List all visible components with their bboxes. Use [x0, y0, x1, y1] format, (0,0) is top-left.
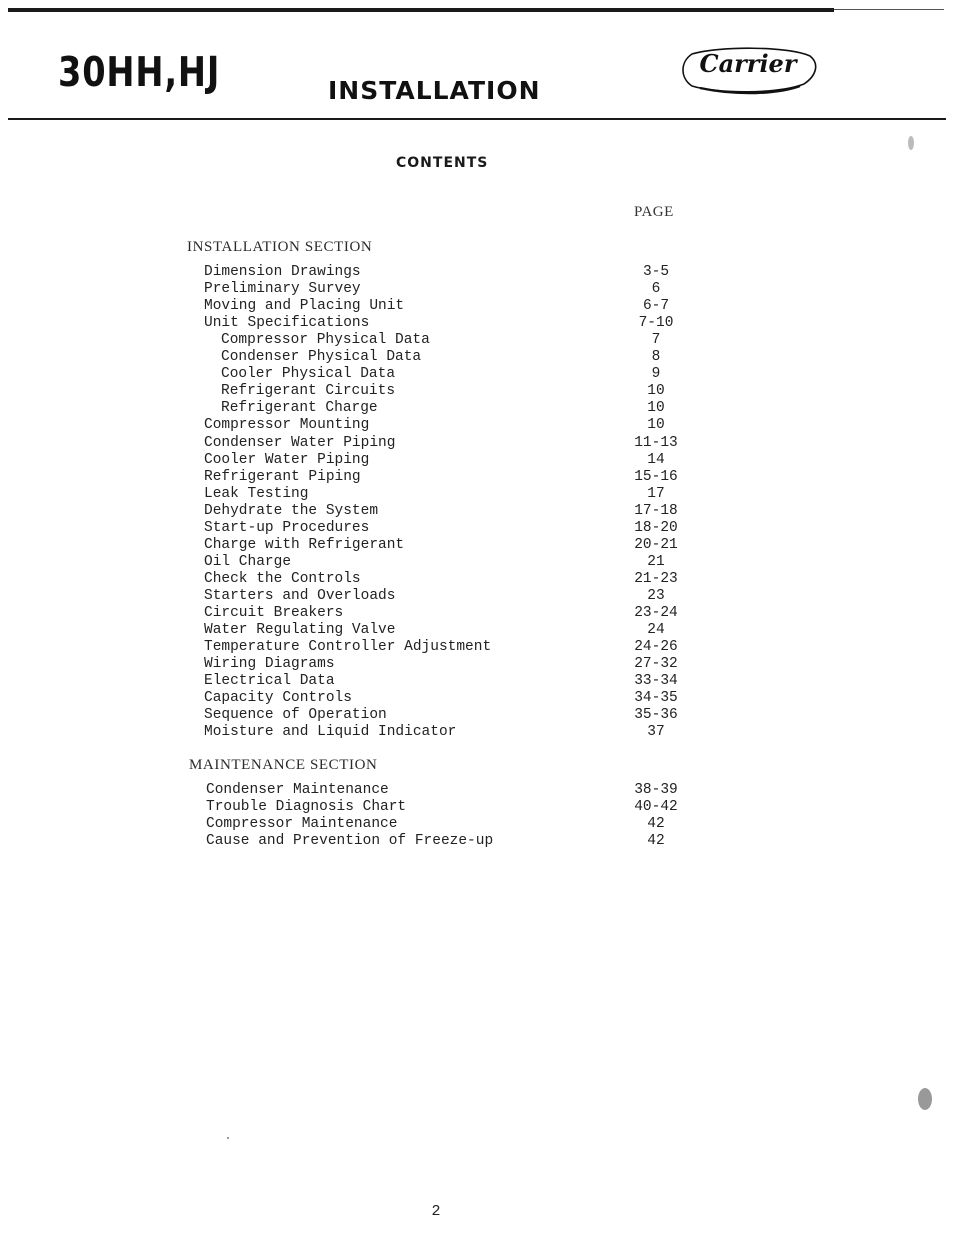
toc-entry-page: 7: [651, 332, 661, 349]
toc-entry: [0, 332, 954, 349]
toc-entry-page: 33-34: [634, 673, 678, 690]
toc-entry: [0, 417, 954, 434]
toc-entry: [0, 799, 954, 816]
toc-entry: [0, 520, 954, 537]
toc-entry-page: 3-5: [642, 264, 670, 280]
toc-entry-label: Trouble Diagnosis Chart: [206, 799, 407, 816]
toc-entry-page: 14: [647, 451, 665, 468]
toc-entry-label: Refrigerant Piping: [204, 468, 361, 485]
scan-speck: [918, 1088, 932, 1110]
toc-entry-page: 24-26: [634, 639, 678, 656]
toc-entry-label: Compressor Mounting: [204, 417, 370, 434]
toc-entry: [0, 486, 954, 503]
toc-entry: [0, 452, 954, 469]
page-number: 2: [431, 1203, 441, 1220]
toc-entry-label: Compressor Maintenance: [206, 816, 398, 833]
model-number: 30HH,HJ: [58, 48, 221, 96]
scan-speck: [227, 1137, 229, 1139]
toc-entry-page: 6-7: [642, 298, 670, 315]
toc-entry-page: 34-35: [634, 690, 678, 707]
toc-entry: [0, 782, 954, 799]
toc-entry-page: 24: [647, 622, 665, 639]
toc-entry: [0, 833, 954, 850]
toc-entry-label: Unit Specifications: [204, 315, 370, 332]
toc-entry-label: Oil Charge: [204, 553, 292, 570]
toc-entry-label: Cause and Prevention of Freeze-up: [206, 833, 494, 850]
toc-entry: [0, 707, 954, 724]
header-rule: [8, 118, 946, 120]
toc-entry-label: Preliminary Survey: [204, 281, 361, 298]
toc-entry-label: Moving and Placing Unit: [204, 298, 405, 315]
toc-entry-label: Dehydrate the System: [204, 502, 379, 519]
toc-entry: [0, 639, 954, 656]
toc-entry-label: Compressor Physical Data: [221, 332, 430, 349]
toc-entry: [0, 469, 954, 486]
toc-entry: [0, 281, 954, 298]
toc-entry-page: 17-18: [634, 502, 678, 519]
toc-entry: [0, 724, 954, 741]
toc-entry: [0, 315, 954, 332]
contents-heading: CONTENTS: [396, 155, 489, 171]
toc-entry-page: 20-21: [634, 536, 678, 553]
toc-entry-label: Condenser Water Piping: [204, 434, 396, 451]
toc-entry-label: Capacity Controls: [204, 690, 352, 707]
carrier-logo: [678, 44, 818, 96]
toc-entry-label: Electrical Data: [204, 673, 335, 690]
toc-entry: [0, 298, 954, 315]
section-title: MAINTENANCE SECTION: [189, 757, 378, 773]
toc-entry-label: Cooler Water Piping: [204, 451, 370, 468]
toc-entry-page: 11-13: [634, 434, 678, 451]
toc-entry-page: 7-10: [638, 315, 674, 332]
toc-entry-page: 21: [647, 553, 665, 570]
toc-entry: [0, 400, 954, 417]
toc-entry-page: 27-32: [634, 656, 678, 673]
carrier-logo-text: Carrier: [699, 49, 797, 78]
toc-entry: [0, 383, 954, 400]
toc-entry-label: Check the Controls: [204, 570, 361, 587]
toc-entry-page: 15-16: [634, 468, 678, 485]
toc-entry: [0, 554, 954, 571]
toc-entry-page: 38-39: [634, 782, 678, 798]
toc-entry-label: Circuit Breakers: [204, 605, 344, 621]
page-column-heading: PAGE: [634, 204, 674, 220]
toc-entry: [0, 673, 954, 690]
toc-entry-label: Cooler Physical Data: [221, 366, 396, 383]
scan-speck: [908, 136, 914, 150]
toc-entry-label: Condenser Maintenance: [206, 782, 389, 798]
toc-entry-label: Moisture and Liquid Indicator: [204, 724, 457, 741]
toc-entry: [0, 605, 954, 622]
toc-entry-label: Charge with Refrigerant: [204, 536, 405, 553]
toc-entry: [0, 588, 954, 605]
toc-entry: [0, 349, 954, 366]
toc-entry-label: Wiring Diagrams: [204, 656, 335, 673]
toc-entry: [0, 264, 954, 281]
toc-entry-label: Start-up Procedures: [204, 519, 370, 536]
toc-entry-page: 35-36: [634, 707, 678, 724]
toc-entry-page: 37: [647, 724, 665, 741]
toc-entry-page: 10: [647, 383, 665, 400]
toc-entry: [0, 537, 954, 554]
document-title: INSTALLATION: [328, 76, 541, 105]
toc-entry-label: Temperature Controller Adjustment: [204, 639, 492, 656]
toc-entry: [0, 656, 954, 673]
toc-entry: [0, 622, 954, 639]
toc-entry-page: 6: [651, 281, 661, 298]
toc-entry-label: Refrigerant Circuits: [221, 383, 396, 400]
toc-entry-label: Dimension Drawings: [204, 264, 361, 280]
toc-entry: [0, 366, 954, 383]
top-rule: [8, 8, 834, 12]
toc-entry-page: 17: [647, 485, 665, 502]
toc-entry-page: 10: [647, 417, 665, 434]
toc-entry-label: Condenser Physical Data: [221, 349, 422, 366]
toc-entry-label: Leak Testing: [204, 485, 309, 502]
toc-entry-page: 40-42: [634, 799, 678, 816]
toc-entry-page: 18-20: [634, 519, 678, 536]
section-title: INSTALLATION SECTION: [187, 239, 373, 255]
toc-entry-label: Refrigerant Charge: [221, 400, 378, 417]
toc-entry: [0, 435, 954, 452]
toc-entry-label: Starters and Overloads: [204, 587, 396, 604]
toc-entry: [0, 690, 954, 707]
toc-entry-page: 42: [647, 816, 665, 833]
toc-entry-page: 42: [647, 833, 665, 850]
toc-entry-page: 9: [651, 366, 661, 383]
toc-entry: [0, 571, 954, 588]
toc-entry-page: 10: [647, 400, 665, 417]
toc-entry-page: 23-24: [634, 605, 678, 621]
toc-entry-page: 8: [651, 349, 661, 366]
toc-entry-page: 23: [647, 587, 665, 604]
top-rule-tail: [834, 9, 944, 10]
toc-entry-label: Sequence of Operation: [204, 707, 387, 724]
toc-entry-label: Water Regulating Valve: [204, 622, 396, 639]
toc-entry-page: 21-23: [634, 570, 678, 587]
toc-entry: [0, 816, 954, 833]
toc-entry: [0, 503, 954, 520]
